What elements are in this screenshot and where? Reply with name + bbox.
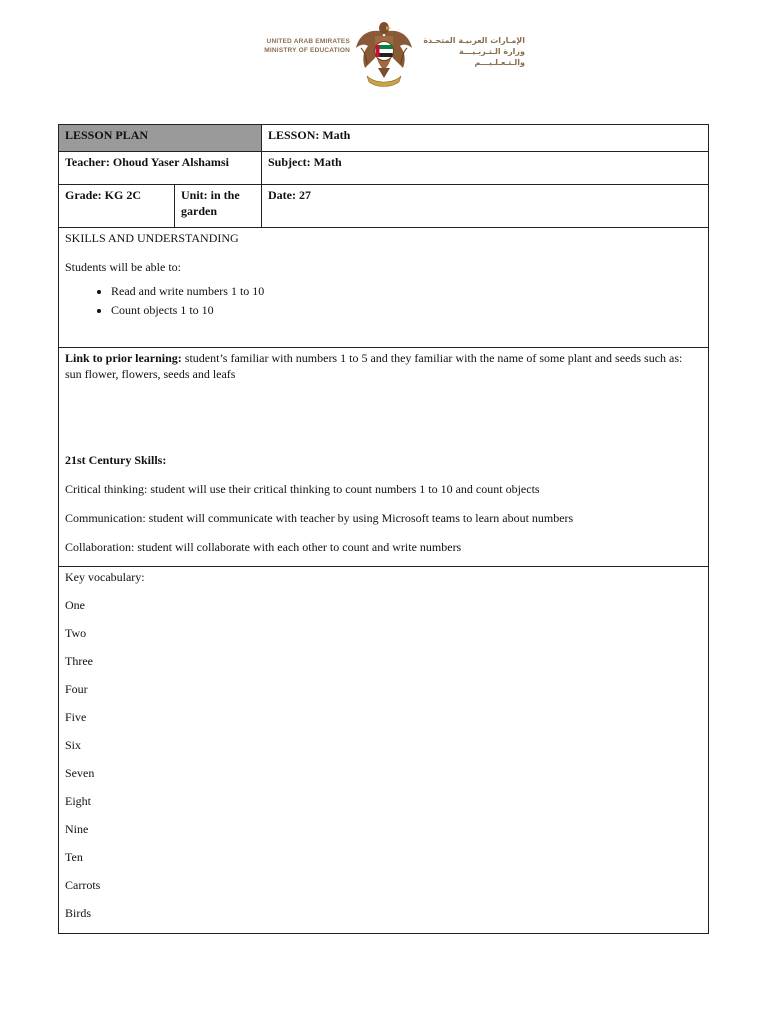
uae-falcon-emblem-icon [353,18,415,90]
teacher-name: Teacher: Ohoud Yaser Alshamsi [59,152,262,185]
unit: Unit: in the garden [175,185,262,228]
vocabulary-item: Three [65,654,93,668]
skills-intro: Students will be able to: [65,260,181,274]
list-item: • Count objects 1 to 10 [111,302,702,318]
c21-skills-heading: 21st Century Skills: [65,453,167,467]
lesson-plan-table [58,124,709,934]
vocabulary-item: Four [65,682,88,696]
vocabulary-item: Carrots [65,878,101,892]
skills-list [65,283,702,318]
critical-thinking-text: Critical thinking: student will use their critical thinking to count numbers 1 to 10 and count objects [65,482,540,496]
lesson-title: LESSON: Math [262,125,709,152]
vocabulary-item: Six [65,738,82,752]
prior-learning-paragraph [65,350,702,382]
vocabulary-item: Five [65,710,87,724]
vocabulary-item: Birds [65,906,92,920]
collaboration-text: Collaboration: student will collaborate with each other to count and write numbers [65,540,462,554]
vocabulary-item: One [65,598,85,612]
subject: Subject: Math [262,152,709,185]
vocabulary-section [59,567,709,934]
table-row [59,185,709,228]
vocabulary-item: Nine [65,822,89,836]
ministry-en-line1: UNITED ARAB EMIRATES [266,38,350,45]
table-row [59,125,709,152]
vocabulary-item: Ten [65,850,83,864]
communication-text: Communication: student will communicate with teacher by using Microsoft teams to learn about numbers [65,511,574,525]
table-row [59,152,709,185]
skills-heading: SKILLS AND UNDERSTANDING [65,231,239,245]
prior-learning-label: Link to prior learning: [65,351,182,365]
vocabulary-item: Seven [65,766,95,780]
vocabulary-item: Two [65,626,87,640]
ministry-name-english [248,37,350,55]
ministry-name-arabic [420,35,525,68]
ministry-ar-line1: الإمـارات العربيـة المتحـدة [423,36,525,45]
table-row [59,228,709,348]
ministry-en-line2: MINISTRY OF EDUCATION [264,47,350,54]
vocabulary-heading: Key vocabulary: [65,570,145,584]
lesson-plan-label: LESSON PLAN [59,125,262,152]
date: Date: 27 [262,185,709,228]
letterhead [0,12,768,92]
ministry-ar-line2: وزارة الـتـربـيـــة والـتـعـلـيـــم [459,47,525,67]
table-row [59,567,709,934]
skills-section [59,228,709,348]
prior-learning-section [59,348,709,567]
grade: Grade: KG 2C [59,185,175,228]
prior-learning-text: student’s familiar with numbers 1 to 5 and they familiar with the name of some plant and seeds such as: sun flower, flowers, seeds and leafs [65,351,683,381]
list-item: • Read and write numbers 1 to 10 [111,283,702,299]
table-row [59,348,709,567]
vocabulary-item: Eight [65,794,91,808]
